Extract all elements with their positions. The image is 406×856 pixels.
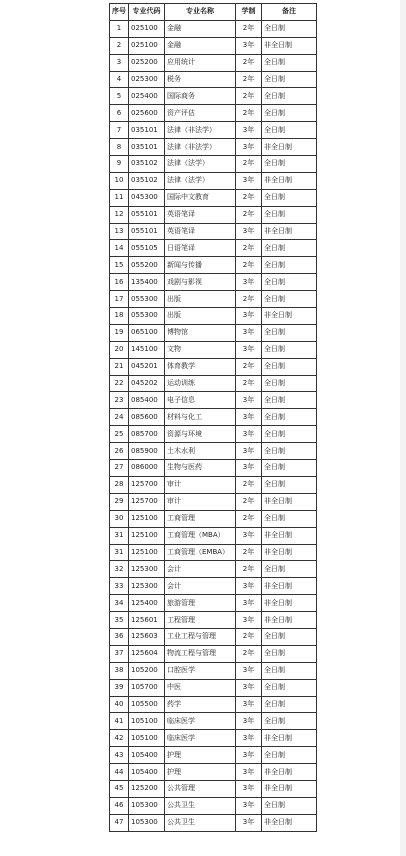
table-header-row <box>110 4 317 21</box>
cell-years: 3年 <box>236 392 262 409</box>
cell-years: 3年 <box>236 662 262 679</box>
cell-seq: 36 <box>110 628 129 645</box>
cell-seq: 30 <box>110 510 129 527</box>
cell-years: 2年 <box>236 206 262 223</box>
cell-seq: 8 <box>110 139 129 156</box>
cell-seq: 19 <box>110 324 129 341</box>
table-row <box>110 291 317 308</box>
cell-code: 045202 <box>129 375 165 392</box>
cell-code: 035101 <box>129 139 165 156</box>
cell-code: 025600 <box>129 105 165 122</box>
cell-note: 全日制 <box>262 696 317 713</box>
cell-code: 105200 <box>129 662 165 679</box>
cell-years: 2年 <box>236 510 262 527</box>
cell-code: 045201 <box>129 358 165 375</box>
cell-note: 非全日制 <box>262 780 317 797</box>
cell-code: 125100 <box>129 510 165 527</box>
header-code: 专业代码 <box>129 4 165 21</box>
table-row <box>110 71 317 88</box>
cell-note: 全日制 <box>262 324 317 341</box>
cell-seq: 26 <box>110 443 129 460</box>
table-row <box>110 257 317 274</box>
cell-years: 2年 <box>236 561 262 578</box>
cell-seq: 27 <box>110 460 129 477</box>
cell-name: 会计 <box>165 561 236 578</box>
cell-seq: 34 <box>110 595 129 612</box>
cell-years: 2年 <box>236 54 262 71</box>
cell-name: 法律（法学） <box>165 172 236 189</box>
cell-seq: 24 <box>110 409 129 426</box>
cell-years: 2年 <box>236 476 262 493</box>
cell-seq: 35 <box>110 612 129 629</box>
header-years: 学制 <box>236 4 262 21</box>
cell-name: 中医 <box>165 679 236 696</box>
cell-years: 2年 <box>236 189 262 206</box>
cell-code: 055300 <box>129 308 165 325</box>
cell-note: 全日制 <box>262 561 317 578</box>
cell-code: 125100 <box>129 527 165 544</box>
cell-name: 英语笔译 <box>165 206 236 223</box>
cell-note: 全日制 <box>262 392 317 409</box>
cell-code: 085900 <box>129 443 165 460</box>
table-row <box>110 37 317 54</box>
cell-name: 公共卫生 <box>165 814 236 831</box>
cell-note: 全日制 <box>262 662 317 679</box>
cell-seq: 39 <box>110 679 129 696</box>
cell-years: 3年 <box>236 409 262 426</box>
cell-name: 法律（非法学） <box>165 122 236 139</box>
cell-name: 材料与化工 <box>165 409 236 426</box>
table-row <box>110 206 317 223</box>
cell-seq: 32 <box>110 561 129 578</box>
cell-seq: 16 <box>110 274 129 291</box>
cell-years: 3年 <box>236 341 262 358</box>
cell-name: 工业工程与管理 <box>165 628 236 645</box>
table-row <box>110 189 317 206</box>
cell-note: 非全日制 <box>262 139 317 156</box>
cell-seq: 10 <box>110 172 129 189</box>
cell-years: 3年 <box>236 324 262 341</box>
cell-code: 055300 <box>129 291 165 308</box>
cell-years: 3年 <box>236 679 262 696</box>
cell-note: 全日制 <box>262 713 317 730</box>
cell-note: 全日制 <box>262 240 317 257</box>
cell-code: 145100 <box>129 341 165 358</box>
cell-years: 3年 <box>236 797 262 814</box>
cell-seq: 12 <box>110 206 129 223</box>
cell-note: 全日制 <box>262 747 317 764</box>
cell-note: 全日制 <box>262 20 317 37</box>
cell-years: 2年 <box>236 240 262 257</box>
cell-note: 全日制 <box>262 71 317 88</box>
table-row <box>110 578 317 595</box>
cell-name: 文物 <box>165 341 236 358</box>
table-row <box>110 797 317 814</box>
cell-name: 应用统计 <box>165 54 236 71</box>
cell-years: 3年 <box>236 747 262 764</box>
cell-code: 055105 <box>129 240 165 257</box>
table-row <box>110 88 317 105</box>
table-row <box>110 595 317 612</box>
cell-note: 非全日制 <box>262 308 317 325</box>
table-row <box>110 814 317 831</box>
cell-code: 025100 <box>129 37 165 54</box>
table-row <box>110 493 317 510</box>
cell-note: 全日制 <box>262 291 317 308</box>
cell-code: 025400 <box>129 88 165 105</box>
cell-seq: 1 <box>110 20 129 37</box>
cell-name: 工程管理 <box>165 612 236 629</box>
cell-note: 全日制 <box>262 679 317 696</box>
table-row <box>110 476 317 493</box>
cell-seq: 44 <box>110 764 129 781</box>
table-row <box>110 223 317 240</box>
table-row <box>110 324 317 341</box>
cell-name: 审计 <box>165 476 236 493</box>
cell-seq: 20 <box>110 341 129 358</box>
cell-name: 会计 <box>165 578 236 595</box>
cell-code: 105300 <box>129 797 165 814</box>
cell-note: 全日制 <box>262 409 317 426</box>
cell-years: 3年 <box>236 460 262 477</box>
cell-name: 公共管理 <box>165 780 236 797</box>
cell-years: 2年 <box>236 257 262 274</box>
cell-years: 3年 <box>236 713 262 730</box>
table-row <box>110 122 317 139</box>
cell-seq: 28 <box>110 476 129 493</box>
cell-code: 035102 <box>129 156 165 173</box>
header-seq: 序号 <box>110 4 129 21</box>
cell-code: 085700 <box>129 426 165 443</box>
cell-note: 全日制 <box>262 54 317 71</box>
cell-name: 护理 <box>165 764 236 781</box>
cell-note: 全日制 <box>262 358 317 375</box>
cell-seq: 31 <box>110 527 129 544</box>
cell-code: 085600 <box>129 409 165 426</box>
table-row <box>110 358 317 375</box>
cell-name: 物流工程与管理 <box>165 645 236 662</box>
cell-years: 3年 <box>236 578 262 595</box>
table-row <box>110 105 317 122</box>
table-row <box>110 341 317 358</box>
cell-seq: 21 <box>110 358 129 375</box>
cell-code: 055101 <box>129 206 165 223</box>
cell-name: 运动训练 <box>165 375 236 392</box>
cell-seq: 17 <box>110 291 129 308</box>
cell-code: 055200 <box>129 257 165 274</box>
table-row <box>110 628 317 645</box>
cell-seq: 5 <box>110 88 129 105</box>
table-row <box>110 544 317 561</box>
table-row <box>110 662 317 679</box>
cell-note: 非全日制 <box>262 493 317 510</box>
cell-note: 全日制 <box>262 476 317 493</box>
cell-years: 2年 <box>236 105 262 122</box>
cell-code: 086000 <box>129 460 165 477</box>
cell-code: 125400 <box>129 595 165 612</box>
cell-note: 全日制 <box>262 628 317 645</box>
cell-years: 3年 <box>236 527 262 544</box>
cell-years: 3年 <box>236 612 262 629</box>
cell-note: 非全日制 <box>262 612 317 629</box>
cell-note: 非全日制 <box>262 814 317 831</box>
header-name: 专业名称 <box>165 4 236 21</box>
cell-name: 新闻与传播 <box>165 257 236 274</box>
cell-note: 全日制 <box>262 645 317 662</box>
cell-years: 3年 <box>236 172 262 189</box>
cell-years: 3年 <box>236 139 262 156</box>
scrollbar-track[interactable] <box>400 0 406 856</box>
cell-name: 日语笔译 <box>165 240 236 257</box>
cell-name: 工商管理（MBA） <box>165 527 236 544</box>
cell-years: 3年 <box>236 443 262 460</box>
cell-code: 135400 <box>129 274 165 291</box>
cell-name: 土木水利 <box>165 443 236 460</box>
cell-seq: 47 <box>110 814 129 831</box>
cell-name: 公共卫生 <box>165 797 236 814</box>
cell-code: 125603 <box>129 628 165 645</box>
cell-note: 全日制 <box>262 426 317 443</box>
table-row <box>110 561 317 578</box>
table-row <box>110 392 317 409</box>
cell-code: 025300 <box>129 71 165 88</box>
cell-name: 法律（法学） <box>165 156 236 173</box>
table-row <box>110 172 317 189</box>
table-row <box>110 460 317 477</box>
cell-note: 非全日制 <box>262 544 317 561</box>
cell-seq: 3 <box>110 54 129 71</box>
cell-note: 全日制 <box>262 375 317 392</box>
cell-seq: 2 <box>110 37 129 54</box>
table-row <box>110 696 317 713</box>
cell-seq: 9 <box>110 156 129 173</box>
cell-name: 审计 <box>165 493 236 510</box>
cell-name: 临床医学 <box>165 713 236 730</box>
cell-code: 125601 <box>129 612 165 629</box>
cell-seq: 37 <box>110 645 129 662</box>
cell-name: 国际商务 <box>165 88 236 105</box>
cell-note: 非全日制 <box>262 578 317 595</box>
cell-years: 3年 <box>236 814 262 831</box>
table-row <box>110 375 317 392</box>
cell-name: 电子信息 <box>165 392 236 409</box>
cell-code: 085400 <box>129 392 165 409</box>
cell-name: 药学 <box>165 696 236 713</box>
cell-years: 2年 <box>236 88 262 105</box>
cell-note: 全日制 <box>262 189 317 206</box>
cell-note: 全日制 <box>262 443 317 460</box>
cell-seq: 31 <box>110 544 129 561</box>
table-row <box>110 527 317 544</box>
cell-note: 全日制 <box>262 88 317 105</box>
cell-seq: 46 <box>110 797 129 814</box>
cell-name: 口腔医学 <box>165 662 236 679</box>
cell-years: 3年 <box>236 274 262 291</box>
table-row <box>110 308 317 325</box>
cell-name: 体育教学 <box>165 358 236 375</box>
table-row <box>110 645 317 662</box>
cell-years: 3年 <box>236 764 262 781</box>
cell-seq: 33 <box>110 578 129 595</box>
cell-years: 3年 <box>236 37 262 54</box>
cell-years: 2年 <box>236 645 262 662</box>
cell-years: 3年 <box>236 780 262 797</box>
cell-note: 全日制 <box>262 105 317 122</box>
cell-code: 065100 <box>129 324 165 341</box>
cell-years: 3年 <box>236 122 262 139</box>
cell-note: 非全日制 <box>262 223 317 240</box>
cell-code: 105100 <box>129 730 165 747</box>
table-row <box>110 780 317 797</box>
cell-name: 英语笔译 <box>165 223 236 240</box>
cell-name: 金融 <box>165 20 236 37</box>
cell-note: 非全日制 <box>262 764 317 781</box>
cell-code: 105500 <box>129 696 165 713</box>
table-row <box>110 156 317 173</box>
cell-years: 3年 <box>236 595 262 612</box>
cell-code: 125300 <box>129 561 165 578</box>
cell-code: 035101 <box>129 122 165 139</box>
cell-name: 生物与医药 <box>165 460 236 477</box>
cell-code: 105700 <box>129 679 165 696</box>
cell-seq: 11 <box>110 189 129 206</box>
cell-years: 3年 <box>236 730 262 747</box>
table-row <box>110 713 317 730</box>
cell-note: 非全日制 <box>262 730 317 747</box>
cell-seq: 23 <box>110 392 129 409</box>
table-row <box>110 443 317 460</box>
cell-note: 非全日制 <box>262 595 317 612</box>
cell-seq: 7 <box>110 122 129 139</box>
cell-name: 临床医学 <box>165 730 236 747</box>
cell-code: 105400 <box>129 764 165 781</box>
cell-note: 全日制 <box>262 510 317 527</box>
cell-code: 025100 <box>129 20 165 37</box>
cell-seq: 42 <box>110 730 129 747</box>
table-row <box>110 730 317 747</box>
cell-name: 税务 <box>165 71 236 88</box>
cell-seq: 18 <box>110 308 129 325</box>
cell-name: 工商管理 <box>165 510 236 527</box>
cell-years: 3年 <box>236 426 262 443</box>
table-row <box>110 409 317 426</box>
cell-note: 全日制 <box>262 797 317 814</box>
cell-note: 非全日制 <box>262 172 317 189</box>
cell-name: 博物馆 <box>165 324 236 341</box>
cell-name: 出版 <box>165 308 236 325</box>
cell-name: 出版 <box>165 291 236 308</box>
table-row <box>110 274 317 291</box>
cell-code: 035102 <box>129 172 165 189</box>
cell-seq: 41 <box>110 713 129 730</box>
cell-seq: 15 <box>110 257 129 274</box>
cell-years: 2年 <box>236 156 262 173</box>
cell-note: 全日制 <box>262 274 317 291</box>
cell-seq: 13 <box>110 223 129 240</box>
table-row <box>110 54 317 71</box>
cell-code: 105300 <box>129 814 165 831</box>
table-row <box>110 679 317 696</box>
cell-code: 105100 <box>129 713 165 730</box>
cell-code: 125200 <box>129 780 165 797</box>
header-note: 备注 <box>262 4 317 21</box>
table-row <box>110 764 317 781</box>
cell-code: 125700 <box>129 476 165 493</box>
cell-years: 2年 <box>236 71 262 88</box>
cell-note: 非全日制 <box>262 37 317 54</box>
cell-code: 025200 <box>129 54 165 71</box>
cell-name: 戏剧与影视 <box>165 274 236 291</box>
cell-name: 资源与环境 <box>165 426 236 443</box>
cell-years: 2年 <box>236 544 262 561</box>
cell-code: 125604 <box>129 645 165 662</box>
cell-years: 3年 <box>236 223 262 240</box>
cell-note: 全日制 <box>262 460 317 477</box>
cell-years: 3年 <box>236 308 262 325</box>
cell-seq: 6 <box>110 105 129 122</box>
cell-seq: 38 <box>110 662 129 679</box>
cell-code: 055101 <box>129 223 165 240</box>
cell-seq: 22 <box>110 375 129 392</box>
cell-name: 护理 <box>165 747 236 764</box>
cell-note: 全日制 <box>262 257 317 274</box>
cell-name: 资产评估 <box>165 105 236 122</box>
cell-note: 全日制 <box>262 206 317 223</box>
cell-code: 125300 <box>129 578 165 595</box>
cell-years: 2年 <box>236 291 262 308</box>
cell-years: 2年 <box>236 628 262 645</box>
cell-years: 2年 <box>236 20 262 37</box>
table-row <box>110 139 317 156</box>
cell-name: 金融 <box>165 37 236 54</box>
cell-years: 2年 <box>236 493 262 510</box>
cell-name: 国际中文教育 <box>165 189 236 206</box>
table-row <box>110 240 317 257</box>
cell-name: 工商管理（EMBA） <box>165 544 236 561</box>
cell-seq: 45 <box>110 780 129 797</box>
program-table <box>109 3 317 832</box>
cell-seq: 29 <box>110 493 129 510</box>
cell-years: 2年 <box>236 375 262 392</box>
table-row <box>110 747 317 764</box>
cell-name: 旅游管理 <box>165 595 236 612</box>
cell-seq: 25 <box>110 426 129 443</box>
cell-code: 125700 <box>129 493 165 510</box>
cell-seq: 40 <box>110 696 129 713</box>
cell-code: 105400 <box>129 747 165 764</box>
table-row <box>110 510 317 527</box>
cell-note: 全日制 <box>262 122 317 139</box>
cell-seq: 4 <box>110 71 129 88</box>
cell-seq: 14 <box>110 240 129 257</box>
table-row <box>110 20 317 37</box>
cell-note: 全日制 <box>262 156 317 173</box>
cell-years: 3年 <box>236 696 262 713</box>
table-row <box>110 426 317 443</box>
cell-note: 非全日制 <box>262 527 317 544</box>
cell-note: 全日制 <box>262 341 317 358</box>
table-row <box>110 612 317 629</box>
cell-code: 125100 <box>129 544 165 561</box>
cell-years: 2年 <box>236 358 262 375</box>
cell-seq: 43 <box>110 747 129 764</box>
cell-code: 045300 <box>129 189 165 206</box>
cell-name: 法律（非法学） <box>165 139 236 156</box>
